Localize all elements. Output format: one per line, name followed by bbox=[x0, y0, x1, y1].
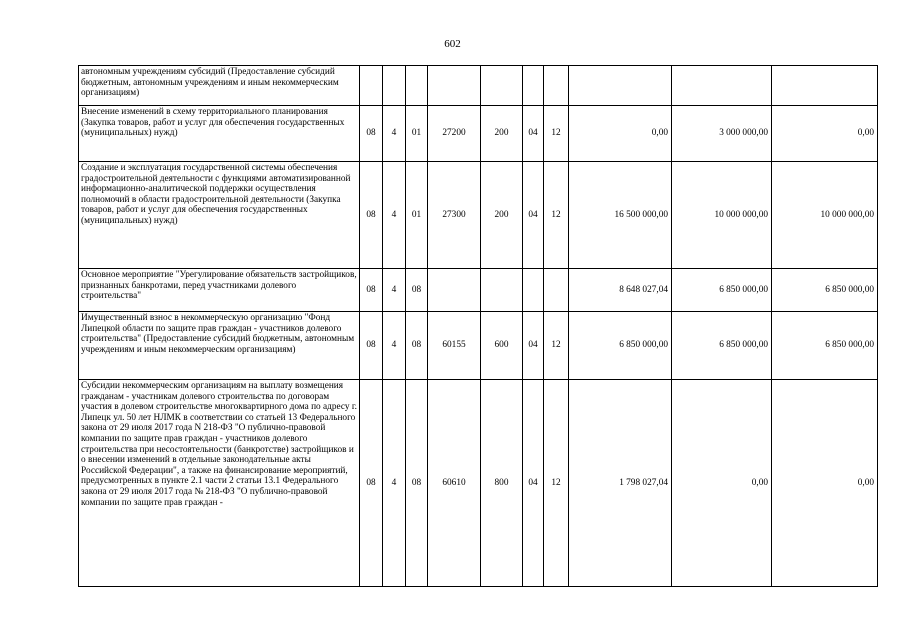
row-subdivision: 12 bbox=[544, 106, 569, 162]
row-subprogram: 01 bbox=[406, 106, 428, 162]
row-division: 04 bbox=[523, 162, 544, 269]
row-value-2 bbox=[672, 66, 772, 106]
budget-table bbox=[78, 65, 878, 587]
row-value-3: 0,00 bbox=[772, 106, 878, 162]
row-value-3: 10 000 000,00 bbox=[772, 162, 878, 269]
row-subprogram bbox=[406, 66, 428, 106]
table-row bbox=[79, 380, 878, 587]
row-value-3: 6 850 000,00 bbox=[772, 269, 878, 312]
row-value-2: 10 000 000,00 bbox=[672, 162, 772, 269]
row-value-1: 8 648 027,04 bbox=[569, 269, 672, 312]
row-section bbox=[360, 66, 383, 106]
row-expense-type: 800 bbox=[481, 380, 523, 587]
row-program: 4 bbox=[383, 106, 406, 162]
row-subdivision: 12 bbox=[544, 312, 569, 380]
row-direction bbox=[428, 66, 481, 106]
row-name: Создание и эксплуатация государственной системы обеспечения градостроительной деятельности с функциями автоматизированной информационно-аналитической поддержки осуществления полномочий в области градостроительной деятельности (Закупка товаров, работ и услуг для обеспечения государственных (муниципальных) нужд) bbox=[79, 162, 360, 269]
row-name: Основное мероприятие "Урегулирование обязательств застройщиков, признанных банкротами, перед участниками долевого строительства" bbox=[79, 269, 360, 312]
row-section: 08 bbox=[360, 312, 383, 380]
row-name: Внесение изменений в схему территориального планирования (Закупка товаров, работ и услуг для обеспечения государственных (муниципальных) нужд) bbox=[79, 106, 360, 162]
row-division bbox=[523, 66, 544, 106]
row-value-3: 0,00 bbox=[772, 380, 878, 587]
row-value-3: 6 850 000,00 bbox=[772, 312, 878, 380]
row-subprogram: 08 bbox=[406, 312, 428, 380]
row-expense-type: 200 bbox=[481, 162, 523, 269]
row-value-1: 0,00 bbox=[569, 106, 672, 162]
row-program: 4 bbox=[383, 380, 406, 587]
row-subdivision bbox=[544, 66, 569, 106]
row-subdivision: 12 bbox=[544, 380, 569, 587]
row-section: 08 bbox=[360, 380, 383, 587]
row-value-1 bbox=[569, 66, 672, 106]
table-row bbox=[79, 312, 878, 380]
row-value-2: 6 850 000,00 bbox=[672, 269, 772, 312]
row-program: 4 bbox=[383, 312, 406, 380]
row-value-1: 16 500 000,00 bbox=[569, 162, 672, 269]
row-value-1: 6 850 000,00 bbox=[569, 312, 672, 380]
row-division: 04 bbox=[523, 380, 544, 587]
row-section: 08 bbox=[360, 269, 383, 312]
row-section: 08 bbox=[360, 106, 383, 162]
row-value-2: 0,00 bbox=[672, 380, 772, 587]
row-expense-type: 600 bbox=[481, 312, 523, 380]
row-program bbox=[383, 66, 406, 106]
row-value-2: 3 000 000,00 bbox=[672, 106, 772, 162]
row-division: 04 bbox=[523, 312, 544, 380]
row-subprogram: 08 bbox=[406, 269, 428, 312]
row-program: 4 bbox=[383, 269, 406, 312]
row-value-3 bbox=[772, 66, 878, 106]
row-subprogram: 08 bbox=[406, 380, 428, 587]
table-row bbox=[79, 66, 878, 106]
table-row bbox=[79, 162, 878, 269]
row-direction: 27300 bbox=[428, 162, 481, 269]
row-direction: 60610 bbox=[428, 380, 481, 587]
row-program: 4 bbox=[383, 162, 406, 269]
row-subdivision bbox=[544, 269, 569, 312]
row-section: 08 bbox=[360, 162, 383, 269]
row-division bbox=[523, 269, 544, 312]
row-value-1: 1 798 027,04 bbox=[569, 380, 672, 587]
row-expense-type bbox=[481, 269, 523, 312]
row-direction: 60155 bbox=[428, 312, 481, 380]
row-value-2: 6 850 000,00 bbox=[672, 312, 772, 380]
row-subdivision: 12 bbox=[544, 162, 569, 269]
table-row bbox=[79, 269, 878, 312]
row-expense-type bbox=[481, 66, 523, 106]
row-direction bbox=[428, 269, 481, 312]
row-direction: 27200 bbox=[428, 106, 481, 162]
row-expense-type: 200 bbox=[481, 106, 523, 162]
page-number: 602 bbox=[444, 38, 461, 50]
row-name: Субсидии некоммерческим организациям на выплату возмещения гражданам - участникам долевого строительства по договорам участия в долевом строительстве многоквартирного дома по адресу г. Липецк ул. 50 лет НЛМК в соответствии со статьей 13 Федерального закона от 29 июля 2017 года N 218-ФЗ "О публично-правовой компании по защите прав граждан - участников долевого строительства при несостоятельности (банкротстве) застройщиков и о внесении изменений в отдельные законодательные акты Российской Федерации", а также на финансирование мероприятий, предусмотренных в пункте 2.1 части 2 статьи 13.1 Федерального закона от 29 июля 2017 года № 218-ФЗ "О публично-правовой компании по защите прав граждан - bbox=[79, 380, 360, 587]
row-subprogram: 01 bbox=[406, 162, 428, 269]
row-name: автономным учреждениям субсидий (Предоставление субсидий бюджетным, автономным учреждениям и иным некоммерческим организациям) bbox=[79, 66, 360, 106]
row-division: 04 bbox=[523, 106, 544, 162]
table-row bbox=[79, 106, 878, 162]
row-name: Имущественный взнос в некоммерческую организацию "Фонд Липецкой области по защите прав граждан - участников долевого строительства" (Предоставление субсидий бюджетным, автономным учреждениям и иным некоммерческим организациям) bbox=[79, 312, 360, 380]
